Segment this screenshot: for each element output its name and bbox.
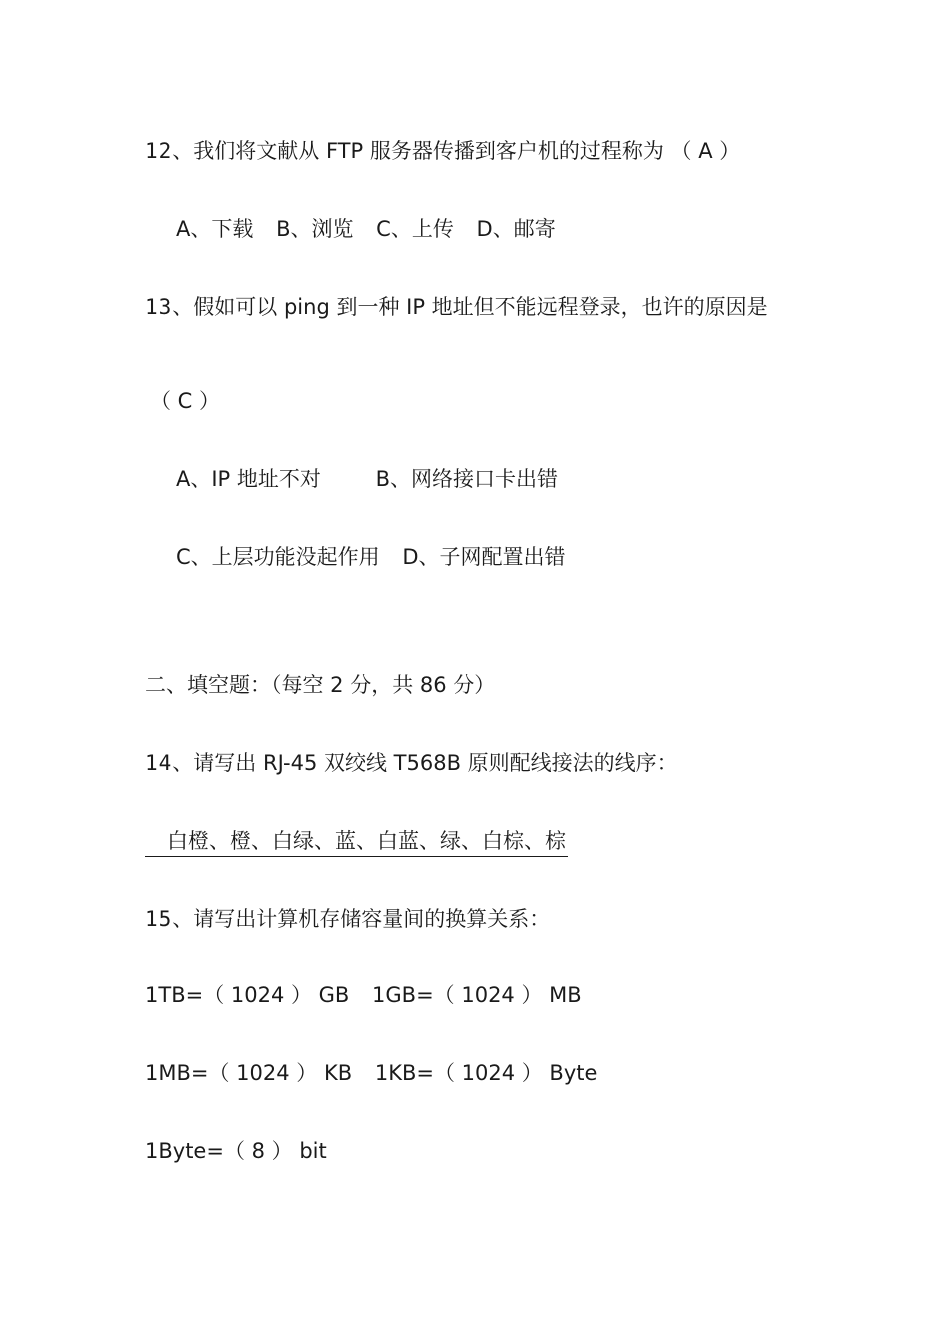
question-text: 、我们将文献从 FTP 服务器传播到客户机的过程称为 （ A ） bbox=[172, 139, 741, 163]
conversion-kb-byte: 1KB=（ 1024 ） Byte bbox=[374, 1061, 598, 1085]
conversion-mb-kb: 1MB=（ 1024 ） KB bbox=[145, 1061, 353, 1085]
option-b: B、网络接口卡出错 bbox=[375, 467, 558, 491]
conversion-row-3 bbox=[145, 1137, 327, 1165]
question-number: 15 bbox=[145, 907, 173, 931]
question-number: 13 bbox=[145, 295, 173, 319]
option-c: C、上层功能没起作用 bbox=[176, 545, 380, 569]
question-number: 12 bbox=[145, 139, 173, 163]
section-heading: 二、填空题：（每空 2 分，共 86 分） bbox=[145, 673, 496, 697]
option-b: B、浏览 bbox=[276, 217, 354, 241]
option-c: C、上传 bbox=[376, 217, 454, 241]
question-number: 14 bbox=[145, 751, 173, 775]
question-14-answer bbox=[145, 827, 568, 857]
conversion-row-1 bbox=[145, 981, 582, 1009]
conversion-tb-gb: 1TB=（ 1024 ） GB bbox=[145, 983, 350, 1007]
option-a: A、下载 bbox=[176, 217, 254, 241]
option-a: A、IP 地址不对 bbox=[176, 467, 321, 491]
question-13-answer: （ C ） bbox=[150, 389, 221, 413]
option-d: D、邮寄 bbox=[476, 217, 556, 241]
conversion-byte-bit: 1Byte=（ 8 ） bit bbox=[145, 1139, 327, 1163]
question-13-options-row-2 bbox=[176, 543, 566, 571]
conversion-gb-mb: 1GB=（ 1024 ） MB bbox=[372, 983, 582, 1007]
option-d: D、子网配置出错 bbox=[402, 545, 566, 569]
question-text: 、请写出计算机存储容量间的换算关系： bbox=[172, 907, 551, 931]
conversion-row-2 bbox=[145, 1059, 597, 1087]
question-13-options-row-1 bbox=[176, 465, 558, 493]
question-14 bbox=[145, 749, 678, 777]
question-text: 、请写出 RJ-45 双绞线 T568B 原则配线接法的线序： bbox=[172, 751, 678, 775]
question-12 bbox=[145, 137, 740, 165]
question-12-options bbox=[176, 215, 556, 243]
answer-underline: 白橙、橙、白绿、蓝、白蓝、绿、白棕、棕 bbox=[145, 827, 568, 857]
question-15 bbox=[145, 905, 550, 933]
question-text: 、假如可以 ping 到一种 IP 地址但不能远程登录，也许的原因是 bbox=[172, 295, 768, 319]
question-13 bbox=[145, 293, 768, 321]
